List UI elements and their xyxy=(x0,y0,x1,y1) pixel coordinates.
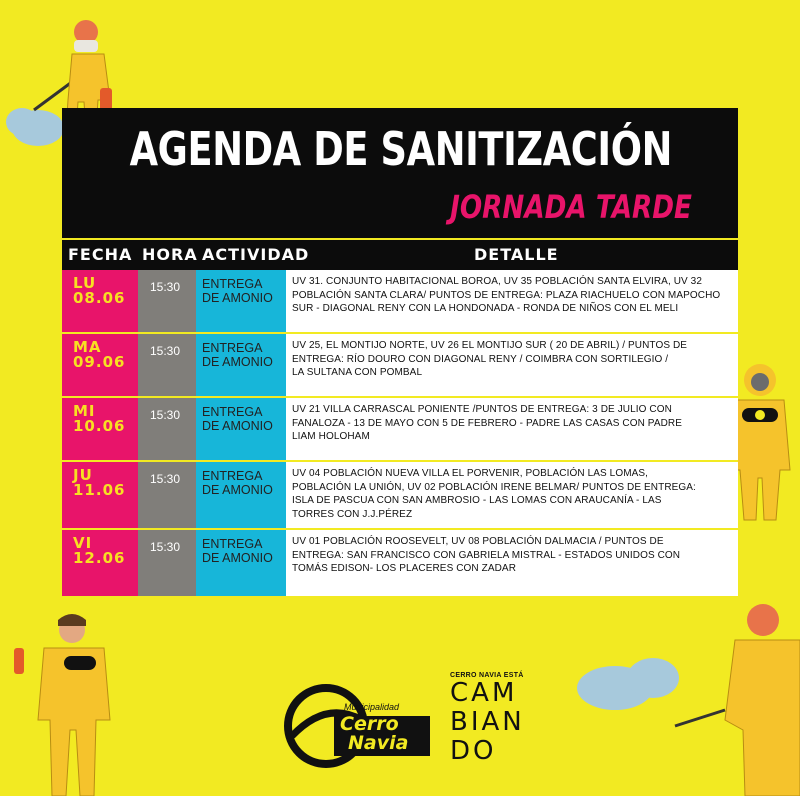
slogan-line-3: DO xyxy=(450,736,497,766)
row-hora: 15:30 xyxy=(150,344,181,358)
row-date: 11.06 xyxy=(73,481,126,499)
row-detail-3: SUR - DIAGONAL RENY CON LA HONDONADA - RONDA DE NIÑOS CON EL MELI xyxy=(292,303,679,314)
row-detail-3: LA SULTANA CON POMBAL xyxy=(292,367,423,378)
row-activity-1: ENTREGA xyxy=(202,341,263,355)
row-hora: 15:30 xyxy=(150,280,181,294)
cell-actividad xyxy=(196,398,286,460)
cell-fecha xyxy=(62,334,138,396)
cell-detalle xyxy=(286,462,738,528)
cambiando-slogan xyxy=(450,672,525,766)
cell-detalle xyxy=(286,270,738,332)
worker-bottom-right-illustration xyxy=(575,600,800,796)
logo-cerro: Cerro xyxy=(340,713,399,735)
row-activity-2: DE AMONIO xyxy=(202,483,273,497)
table-row xyxy=(62,462,738,528)
table-row xyxy=(62,398,738,460)
cell-actividad xyxy=(196,530,286,596)
row-detail-4: TORRES CON J.J.PÉREZ xyxy=(292,508,413,520)
slogan-line-1: CAM xyxy=(450,678,518,708)
logo-navia: Navia xyxy=(348,732,409,754)
row-activity-2: DE AMONIO xyxy=(202,551,273,565)
cell-fecha xyxy=(62,462,138,528)
row-activity-1: ENTREGA xyxy=(202,277,263,291)
row-day: MA xyxy=(73,338,102,356)
row-day: MI xyxy=(73,402,96,420)
row-activity-1: ENTREGA xyxy=(202,405,263,419)
row-date: 12.06 xyxy=(73,549,126,567)
row-detail-3: TOMÁS EDISON- LOS PLACERES CON ZADAR xyxy=(292,563,517,574)
cell-fecha xyxy=(62,530,138,596)
row-date: 09.06 xyxy=(73,353,126,371)
cell-actividad xyxy=(196,270,286,332)
row-detail-2: ENTREGA: SAN FRANCISCO CON GABRIELA MISTRAL - ESTADOS UNIDOS CON xyxy=(292,549,681,561)
row-date: 10.06 xyxy=(73,417,126,435)
cell-fecha xyxy=(62,270,138,332)
row-detail-1: UV 04 POBLACIÓN NUEVA VILLA EL PORVENIR, POBLACIÓN LAS LOMAS, xyxy=(292,468,649,479)
row-detail-2: FANALOZA - 13 DE MAYO CON 5 DE FEBRERO - PADRE LAS CASAS CON PADRE xyxy=(292,417,683,429)
row-hora: 15:30 xyxy=(150,540,181,554)
cell-hora xyxy=(138,462,196,528)
cell-hora xyxy=(138,398,196,460)
row-day: LU xyxy=(73,274,97,292)
row-day: JU xyxy=(73,466,93,484)
page-title: AGENDA DE SANITIZACIÓN xyxy=(129,122,672,176)
cell-detalle xyxy=(286,334,738,396)
row-detail-2: POBLACIÓN SANTA CLARA/ PUNTOS DE ENTREGA: PLAZA RIACHUELO CON MAPOCHO xyxy=(292,289,721,301)
table-row xyxy=(62,530,738,596)
row-detail-2: POBLACIÓN LA UNIÓN, UV 02 POBLACIÓN IRENE BELMAR/ PUNTOS DE ENTREGA: xyxy=(292,481,696,493)
slogan-small: CERRO NAVIA ESTÁ xyxy=(450,672,524,679)
schedule-table xyxy=(62,270,738,596)
row-detail-1: UV 21 VILLA CARRASCAL PONIENTE /PUNTOS DE ENTREGA: 3 DE JULIO CON xyxy=(292,404,672,415)
header-detalle: DETALLE xyxy=(474,245,559,264)
row-activity-1: ENTREGA xyxy=(202,469,263,483)
row-detail-3: ISLA DE PASCUA CON SAN AMBROSIO - LAS LOMAS CON ARAUCANÍA - LAS xyxy=(292,495,662,506)
header-hora: HORA xyxy=(142,245,198,264)
slogan-line-2: BIAN xyxy=(450,707,525,737)
row-activity-2: DE AMONIO xyxy=(202,419,273,433)
logo-municipalidad: Municipalidad xyxy=(344,702,400,712)
header-fecha: FECHA xyxy=(68,245,133,264)
municipality-logo xyxy=(282,680,432,777)
worker-bottom-left-illustration xyxy=(0,600,130,796)
row-activity-1: ENTREGA xyxy=(202,537,263,551)
table-header xyxy=(62,240,738,270)
row-detail-1: UV 25, EL MONTIJO NORTE, UV 26 EL MONTIJO SUR ( 20 DE ABRIL) / PUNTOS DE xyxy=(292,340,688,351)
cell-fecha xyxy=(62,398,138,460)
row-day: VI xyxy=(73,534,93,552)
page-subtitle: JORNADA TARDE xyxy=(450,188,692,226)
row-hora: 15:30 xyxy=(150,408,181,422)
cell-hora xyxy=(138,334,196,396)
row-detail-2: ENTREGA: RÍO DOURO CON DIAGONAL RENY / COIMBRA CON SORTILEGIO / xyxy=(292,353,669,365)
header-actividad: ACTIVIDAD xyxy=(202,245,310,264)
cell-actividad xyxy=(196,334,286,396)
row-detail-1: UV 01 POBLACIÓN ROOSEVELT, UV 08 POBLACIÓN DALMACIA / PUNTOS DE xyxy=(292,536,664,547)
row-date: 08.06 xyxy=(73,289,126,307)
row-activity-2: DE AMONIO xyxy=(202,355,273,369)
cell-hora xyxy=(138,270,196,332)
row-detail-1: UV 31. CONJUNTO HABITACIONAL BOROA, UV 35 POBLACIÓN SANTA ELVIRA, UV 32 xyxy=(292,276,702,287)
row-detail-3: LIAM HOLOHAM xyxy=(292,431,370,442)
cell-detalle xyxy=(286,530,738,596)
row-activity-2: DE AMONIO xyxy=(202,291,273,305)
table-row xyxy=(62,334,738,396)
cell-actividad xyxy=(196,462,286,528)
title-banner xyxy=(62,108,738,238)
cell-hora xyxy=(138,530,196,596)
row-hora: 15:30 xyxy=(150,472,181,486)
cell-detalle xyxy=(286,398,738,460)
table-row xyxy=(62,270,738,332)
